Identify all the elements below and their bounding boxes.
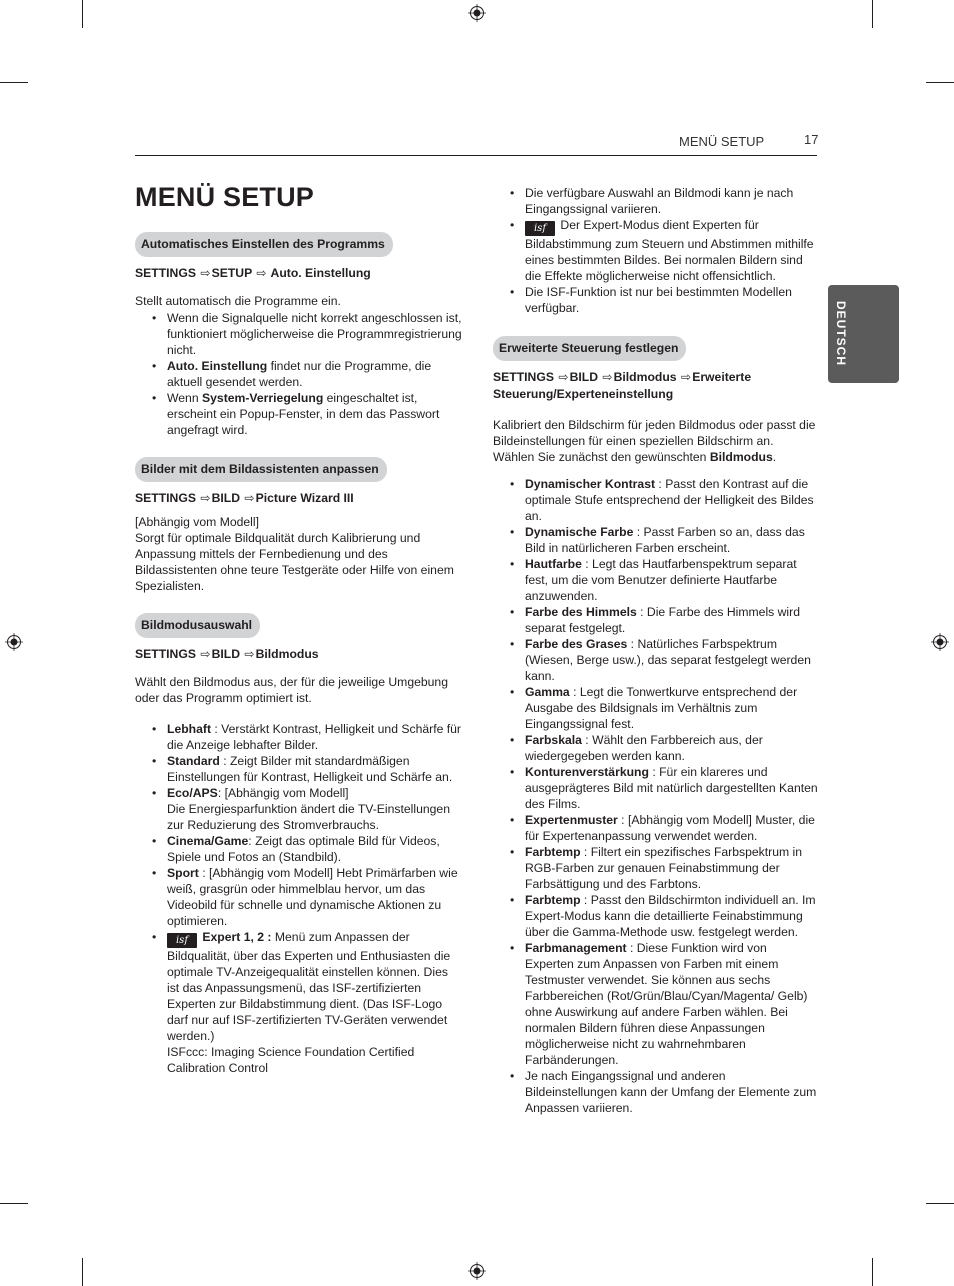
bullet-list — [135, 721, 463, 1076]
arrow-right-icon: ⇨ — [200, 266, 211, 280]
section-picture-mode — [135, 613, 463, 1076]
crop-mark — [926, 82, 954, 83]
section-auto-tuning — [135, 232, 463, 438]
arrow-right-icon: ⇨ — [200, 491, 211, 505]
list-item: • Auto. Einstellung findet nur die Programme, die aktuell gesendet werden. — [135, 358, 463, 390]
list-item: • Wenn System-Verriegelung eingeschaltet ist, erscheint ein Popup-Fenster, in dem das Passwort angefragt wird. — [135, 390, 463, 438]
crop-mark — [926, 1203, 954, 1204]
arrow-right-icon: ⇨ — [244, 491, 255, 505]
section-intro: Sorgt für optimale Bildqualität durch Kalibrierung und Anpassung mittels der Fernbedienung und des Bildassistenten ohne teure Testgeräte oder Hilfe von einem Spezialisten. — [135, 531, 454, 593]
isf-logo-icon: isf — [167, 933, 197, 948]
section-intro: Kalibriert den Bildschirm für jeden Bildmodus oder passt die Bildeinstellungen für einen speziellen Bildschirm an. Wählen Sie zunächst den gewünschten Bildmodus. — [493, 418, 816, 464]
running-header: MENÜ SETUP — [679, 134, 765, 149]
section-picture-wizard — [135, 457, 463, 594]
section-heading: Bildmodusauswahl — [135, 613, 260, 638]
list-item: • Gamma : Legt die Tonwertkurve entsprechend der Ausgabe des Bildsignals im Verhältnis zum Eingangssignal fest. — [493, 684, 818, 732]
header-divider — [135, 155, 817, 156]
list-item: • Standard : Zeigt Bilder mit standardmäßigen Einstellungen für Kontrast, Helligkeit und Schärfe an. — [135, 753, 463, 785]
list-item: • Konturenverstärkung : Für ein klareres und ausgeprägteres Bild mit natürlich dargestellten Kanten des Films. — [493, 764, 818, 812]
menu-path: SETTINGS ⇨BILD ⇨Picture Wizard III — [135, 491, 354, 505]
list-item: • Die ISF-Funktion ist nur bei bestimmten Modellen verfügbar. — [493, 284, 818, 316]
arrow-right-icon: ⇨ — [244, 647, 255, 661]
model-note: [Abhängig vom Modell] — [135, 515, 259, 529]
isf-logo-icon: isf — [525, 221, 555, 236]
list-item: • isf Expert 1, 2 : Menü zum Anpassen der Bildqualität, über das Experten und Enthusiasten die optimale TV-Anzeigequalität einstellen können. Dies ist das Anpassungsmenü, das ISF-zertifizierten Experten zur Bildabstimmung dient. (Das ISF-Logo darf nur auf ISF-zertifizierten TV-Geräten verwendet werden.) ISFccc: Imaging Science Foundation Certified Calibration Control — [135, 929, 463, 1076]
list-item: • Dynamischer Kontrast : Passt den Kontrast auf die optimale Stufe entsprechend der Helligkeit des Bildes an. — [493, 476, 818, 524]
crop-mark — [0, 82, 28, 83]
list-item: • Farbmanagement : Diese Funktion wird von Experten zum Anpassen von Farben mit einem Testmuster verwendet. Sie können aus sechs Farbbereichen (Rot/Grün/Blau/Cyan/Magenta/ Gelb) ohne Auswirkung auf andere Farben wählen. Bei normalen Bildern führen diese Anpassungen möglicherweise nicht zu wahrnehmbaren Farbänderungen. — [493, 940, 818, 1068]
left-column — [135, 232, 463, 1076]
crop-mark — [872, 0, 873, 28]
arrow-right-icon: ⇨ — [680, 370, 692, 384]
list-item: • Wenn die Signalquelle nicht korrekt angeschlossen ist, funktioniert möglicherweise die Programmregistrierung nicht. — [135, 310, 463, 358]
list-item: • Expertenmuster : [Abhängig vom Modell] Muster, die für Expertenanpassung verwendet werden. — [493, 812, 818, 844]
section-advanced-control — [493, 336, 818, 1116]
bullet-list — [493, 185, 818, 316]
list-item: • Farbskala : Wählt den Farbbereich aus, der wiedergegeben werden kann. — [493, 732, 818, 764]
list-item: • Cinema/Game: Zeigt das optimale Bild für Videos, Spiele und Fotos an (Standbild). — [135, 833, 463, 865]
list-item: • Dynamische Farbe : Passt Farben so an, dass das Bild in natürlicheren Farben erscheint. — [493, 524, 818, 556]
crop-mark — [82, 1258, 83, 1286]
list-item: • Eco/APS: [Abhängig vom Modell] Die Energiesparfunktion ändert die TV-Einstellungen zur Reduzierung des Stromverbrauchs. — [135, 785, 463, 833]
list-item: • Farbtemp : Passt den Bildschirmton individuell an. Im Expert-Modus kann die detaillierte Feinabstimmung über die Gamma-Methode usw. festgelegt werden. — [493, 892, 818, 940]
registration-mark-icon — [468, 4, 486, 22]
list-item: • Hautfarbe : Legt das Hautfarbenspektrum separat fest, um die vom Benutzer definierte Hautfarbe anzuwenden. — [493, 556, 818, 604]
arrow-right-icon: ⇨ — [558, 370, 569, 384]
bullet-list — [135, 310, 463, 438]
language-tab — [828, 285, 899, 383]
arrow-right-icon: ⇨ — [602, 370, 613, 384]
crop-mark — [872, 1258, 873, 1286]
registration-mark-icon — [468, 1262, 486, 1280]
registration-mark-icon — [931, 633, 949, 651]
list-item: • Sport : [Abhängig vom Modell] Hebt Primärfarben wie weiß, grasgrün oder himmelblau hervor, um das Videobild für schnelle und dynamische Aktionen zu optimieren. — [135, 865, 463, 929]
list-item: • Lebhaft : Verstärkt Kontrast, Helligkeit und Schärfe für die Anzeige lebhafter Bilder. — [135, 721, 463, 753]
list-item: • Die verfügbare Auswahl an Bildmodi kann je nach Eingangssignal variieren. — [493, 185, 818, 217]
crop-mark — [82, 0, 83, 28]
section-heading: Erweiterte Steuerung festlegen — [493, 336, 686, 361]
crop-mark — [0, 1203, 28, 1204]
menu-path: SETTINGS ⇨SETUP ⇨ Auto. Einstellung — [135, 266, 371, 280]
page-number: 17 — [804, 132, 819, 147]
section-heading: Bilder mit dem Bildassistenten anpassen — [135, 457, 387, 482]
list-item: • isf Der Expert-Modus dient Experten für Bildabstimmung zum Steuern und Abstimmen mithilfe eines bestimmten Bildes. Bei normalen Bildern sind die Effekte möglicherweise nicht offensichtlich. — [493, 217, 818, 284]
section-heading: Automatisches Einstellen des Programms — [135, 232, 393, 257]
arrow-right-icon: ⇨ — [200, 647, 211, 661]
bullet-list — [493, 476, 818, 1116]
list-item: • Farbe des Grases : Natürliches Farbspektrum (Wiesen, Berge usw.), das separat festgelegt werden kann. — [493, 636, 818, 684]
language-tab-label: DEUTSCH — [834, 301, 848, 367]
section-intro: Stellt automatisch die Programme ein. — [135, 294, 341, 308]
list-item: • Farbtemp : Filtert ein spezifisches Farbspektrum in RGB-Farben zur genauen Feinabstimmung der Farbsättigung und des Farbtons. — [493, 844, 818, 892]
list-item: • Farbe des Himmels : Die Farbe des Himmels wird separat festgelegt. — [493, 604, 818, 636]
menu-path: SETTINGS ⇨BILD ⇨Bildmodus — [135, 647, 319, 661]
right-column — [493, 185, 818, 1116]
list-item: • Je nach Eingangssignal und anderen Bildeinstellungen kann der Umfang der Elemente zum Anpassen variieren. — [493, 1068, 818, 1116]
section-intro: Wählt den Bildmodus aus, der für die jeweilige Umgebung oder das Programm optimiert ist. — [135, 675, 448, 705]
page-title: MENÜ SETUP — [135, 182, 315, 212]
menu-path: SETTINGS ⇨BILD ⇨Bildmodus ⇨Erweiterte Steuerung/Experteneinstellung — [493, 370, 752, 401]
registration-mark-icon — [5, 633, 23, 651]
arrow-right-icon: ⇨ — [256, 266, 267, 280]
